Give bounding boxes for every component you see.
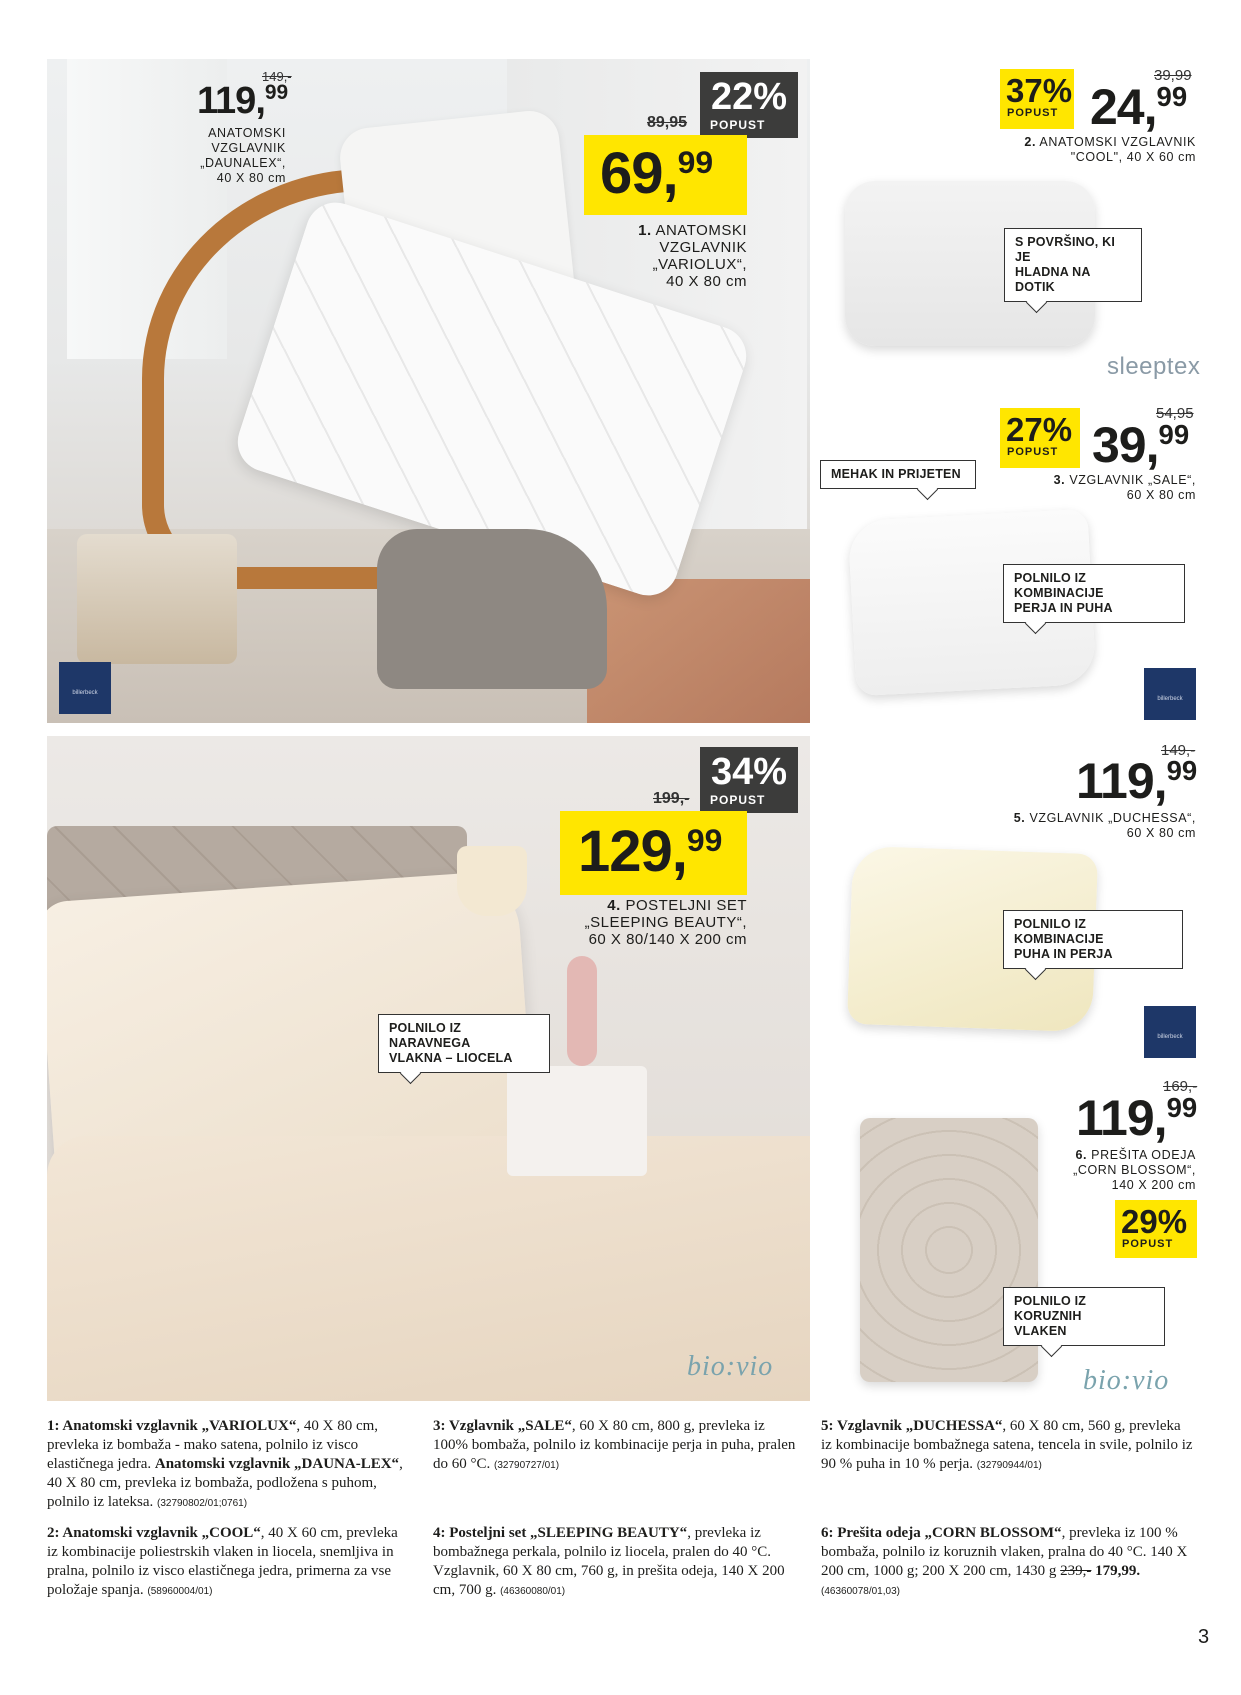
detail-variolux-daunalex bbox=[47, 1417, 412, 1513]
detail-title: Anatomski vzglavnik „DAUNA-LEX“ bbox=[154, 1456, 400, 1472]
cool-discount: 37% bbox=[1006, 72, 1073, 109]
sale-discount-badge bbox=[1000, 408, 1080, 468]
sleeping-beauty-price-box bbox=[560, 811, 747, 895]
sale-desc bbox=[1000, 473, 1196, 503]
detail-text: , prevleka iz bombažnega perkala, polnilo iz liocela, pralen do 40 °C. Vzglavnik, 60 X 80 cm, 760 g, in prešita odeja, 140 X 200 cm, 700 g. bbox=[433, 1525, 785, 1598]
cool-discount-badge bbox=[1000, 69, 1074, 129]
cool-price-dec: 99 bbox=[1156, 81, 1188, 113]
corn-blossom-price-int: 119 bbox=[1076, 1090, 1154, 1146]
daunalex-desc-line: ANATOMSKI bbox=[208, 126, 286, 140]
detail-code: (58960004/01) bbox=[147, 1586, 213, 1597]
bio-vio-logo-photo: bio:vio bbox=[687, 1351, 774, 1382]
duchessa-price-dec: 99 bbox=[1166, 755, 1198, 787]
daunalex-price-dec: 99 bbox=[264, 81, 289, 105]
variolux-discount-badge bbox=[700, 72, 798, 138]
sleeping-beauty-discount: 34% bbox=[710, 751, 788, 793]
sleeptex-logo: sleeptex bbox=[1107, 353, 1201, 380]
daunalex-desc-line: VZGLAVNIK bbox=[211, 141, 286, 155]
duchessa-desc bbox=[980, 811, 1196, 841]
sale-old-price: 54,95 bbox=[1156, 405, 1194, 422]
sleeping-beauty-price-dec: 99 bbox=[686, 821, 723, 858]
sleeping-beauty-price: 129,99 bbox=[578, 819, 723, 884]
duchessa-price: 119,99 bbox=[1076, 753, 1198, 809]
detail-code: (32790727/01) bbox=[494, 1460, 560, 1471]
cool-price-int: 24 bbox=[1090, 79, 1144, 135]
detail-title: 3: Vzglavnik „SALE“ bbox=[433, 1418, 572, 1434]
sale-discount: 27% bbox=[1006, 411, 1073, 448]
detail-old-price: 239,- bbox=[1060, 1563, 1092, 1579]
corn-blossom-desc-line: 140 X 200 cm bbox=[1111, 1178, 1196, 1192]
rug bbox=[587, 579, 810, 723]
bio-vio-logo: bio:vio bbox=[1083, 1365, 1170, 1396]
detail-sleeping-beauty bbox=[433, 1524, 803, 1601]
cool-desc-line: ANATOMSKI VZGLAVNIK bbox=[1039, 135, 1196, 149]
lamp bbox=[457, 846, 527, 916]
variolux-desc-line: VZGLAVNIK bbox=[659, 239, 747, 256]
detail-text: , 40 X 60 cm, prevleka iz kombinacije poliestrskih vlaken in liocela, snemljiva in pralna, polnilo iz visco elastičnega jedra, primerna za vse položaje spanja. bbox=[47, 1525, 398, 1598]
corn-blossom-desc-line: „CORN BLOSSOM“, bbox=[1073, 1163, 1196, 1177]
cool-num: 2. bbox=[1024, 135, 1037, 149]
duchessa-old-price: 149,- bbox=[1161, 742, 1196, 759]
flowers bbox=[567, 956, 597, 1066]
duchessa-desc-line: VZGLAVNIK „DUCHESSA“, bbox=[1029, 811, 1196, 825]
variolux-old-price: 89,95 bbox=[647, 114, 688, 131]
detail-text: , 60 X 80 cm, 800 g, prevleka iz 100% bombaža, polnilo iz kombinacije perja in puha, pralen do 60 °C. bbox=[433, 1418, 796, 1472]
corn-blossom-num: 6. bbox=[1075, 1148, 1088, 1162]
nightstand bbox=[507, 1066, 647, 1176]
detail-new-price: 179,99. bbox=[1091, 1563, 1141, 1579]
detail-text: , 40 X 80 cm, prevleka iz bombaža, podložena s puhom, polnilo iz lateksa. bbox=[47, 1456, 403, 1510]
variolux-desc-line: ANATOMSKI bbox=[655, 222, 747, 239]
callout-line: VLAKNA – LIOCELA bbox=[389, 1051, 513, 1065]
sale-callout bbox=[1003, 564, 1185, 623]
callout-line: POLNILO IZ KOMBINACIJE bbox=[1014, 571, 1104, 600]
detail-title: 6: Prešita odeja „CORN BLOSSOM“ bbox=[821, 1525, 1062, 1541]
sleeping-beauty-price-int: 129 bbox=[578, 819, 672, 884]
detail-code: (46360078/01,03) bbox=[821, 1586, 900, 1597]
sleeping-beauty-desc-line: „SLEEPING BEAUTY“, bbox=[584, 914, 747, 931]
callout-line: POLNILO IZ NARAVNEGA bbox=[389, 1021, 471, 1050]
corn-blossom-callout bbox=[1003, 1287, 1165, 1346]
sleeping-beauty-desc-line: POSTELJNI SET bbox=[625, 897, 747, 914]
daunalex-price-int: 119 bbox=[197, 80, 256, 122]
detail-title: 1: Anatomski vzglavnik „VARIOLUX“ bbox=[47, 1418, 297, 1434]
callout-line: PERJA IN PUHA bbox=[1014, 601, 1113, 615]
detail-title: 4: Posteljni set „SLEEPING BEAUTY“ bbox=[433, 1525, 688, 1541]
blanket bbox=[377, 529, 607, 689]
corn-blossom-price-dec: 99 bbox=[1166, 1092, 1198, 1124]
sale-callout-left bbox=[820, 460, 976, 489]
daunalex-desc-line: 40 X 80 cm bbox=[216, 171, 286, 185]
detail-code: (46360080/01) bbox=[500, 1586, 566, 1597]
sleeping-beauty-callout bbox=[378, 1014, 550, 1073]
sleeping-beauty-desc-line: 60 X 80/140 X 200 cm bbox=[588, 931, 747, 948]
detail-corn-blossom bbox=[821, 1524, 1193, 1601]
corn-blossom-desc-line: PREŠITA ODEJA bbox=[1091, 1148, 1196, 1162]
sleeping-beauty-desc bbox=[550, 897, 747, 948]
variolux-desc bbox=[580, 222, 747, 290]
sale-price-dec: 99 bbox=[1158, 419, 1190, 451]
callout-line: POLNILO IZ KOMBINACIJE bbox=[1014, 917, 1104, 946]
detail-text: , 40 X 80 cm, prevleka iz bombaža - mako satena, polnilo iz visco elastičnega jedra. bbox=[47, 1418, 379, 1472]
callout-line: POLNILO IZ KORUZNIH bbox=[1014, 1294, 1087, 1323]
detail-title: 5: Vzglavnik „DUCHESSA“ bbox=[821, 1418, 1003, 1434]
callout-line: MEHAK IN PRIJETEN bbox=[831, 467, 961, 481]
cool-old-price: 39,99 bbox=[1154, 67, 1192, 84]
billerbeck-logo-text: billerbeck bbox=[72, 690, 98, 696]
sale-desc-line: VZGLAVNIK „SALE“, bbox=[1069, 473, 1196, 487]
corn-blossom-discount-label: POPUST bbox=[1122, 1238, 1174, 1250]
variolux-price-dec: 99 bbox=[677, 143, 714, 180]
detail-duchessa bbox=[821, 1417, 1193, 1475]
daunalex-desc-line: „DAUNALEX“, bbox=[200, 156, 286, 170]
duchessa-num: 5. bbox=[1013, 811, 1026, 825]
variolux-discount: 22% bbox=[710, 76, 788, 118]
detail-code: (32790944/01) bbox=[976, 1460, 1042, 1471]
duchessa-callout bbox=[1003, 910, 1183, 969]
sale-discount-label: POPUST bbox=[1007, 446, 1059, 458]
sleeping-beauty-discount-badge bbox=[700, 747, 798, 813]
detail-text: , 60 X 80 cm, 560 g, prevleka iz kombinacije bombažnega satena, tencela in svile, polnilo iz 90 % puha in 10 % perja. bbox=[821, 1418, 1193, 1472]
variolux-price-box bbox=[584, 135, 747, 215]
sleeping-beauty-old-price: 199,- bbox=[653, 790, 690, 807]
cool-callout bbox=[1004, 228, 1142, 302]
corn-blossom-price: 119,99 bbox=[1076, 1090, 1198, 1146]
variolux-price-int: 69 bbox=[600, 141, 663, 206]
page-number: 3 bbox=[1198, 1626, 1210, 1648]
duchessa-desc-line: 60 X 80 cm bbox=[1126, 826, 1196, 840]
billerbeck-logo-text: billerbeck bbox=[1157, 696, 1183, 702]
daunalex-old-price: 149,- bbox=[262, 69, 292, 84]
detail-text: , prevleka iz 100 % bombaža, polnilo iz koruznih vlaken, pralna do 40 °C. 140 X 200 cm, 1000 g; 200 X 200 cm, 1430 g bbox=[821, 1525, 1188, 1579]
variolux-price: 69,99 bbox=[600, 141, 714, 206]
billerbeck-logo-text: billerbeck bbox=[1157, 1034, 1183, 1040]
billerbeck-logo bbox=[59, 662, 111, 714]
cool-desc-line: "COOL", 40 X 60 cm bbox=[1070, 150, 1196, 164]
billerbeck-logo bbox=[1144, 668, 1196, 720]
variolux-desc-line: 40 X 80 cm bbox=[666, 273, 747, 290]
callout-line: S POVRŠINO, KI JE bbox=[1015, 235, 1116, 264]
sleeping-beauty-discount-label: POPUST bbox=[710, 793, 766, 807]
sale-num: 3. bbox=[1053, 473, 1066, 487]
corn-blossom-desc bbox=[1040, 1148, 1196, 1193]
daunalex-desc bbox=[170, 126, 286, 186]
duchessa-price-int: 119 bbox=[1076, 753, 1154, 809]
daunalex-price: 119,99 bbox=[197, 80, 289, 122]
detail-title: 2: Anatomski vzglavnik „COOL“ bbox=[47, 1525, 261, 1541]
cool-desc bbox=[960, 135, 1196, 165]
sale-desc-line: 60 X 80 cm bbox=[1126, 488, 1196, 502]
detail-sale bbox=[433, 1417, 803, 1475]
billerbeck-logo bbox=[1144, 1006, 1196, 1058]
variolux-discount-label: POPUST bbox=[710, 118, 766, 132]
sleeping-beauty-num: 4. bbox=[607, 897, 621, 914]
cool-discount-label: POPUST bbox=[1007, 107, 1059, 119]
basket bbox=[77, 534, 237, 664]
sale-price: 39,99 bbox=[1092, 417, 1190, 473]
detail-code: (32790802/01;0761) bbox=[156, 1498, 248, 1509]
corn-blossom-discount-badge bbox=[1115, 1200, 1197, 1258]
detail-cool bbox=[47, 1524, 412, 1601]
sale-price-int: 39 bbox=[1092, 417, 1146, 473]
callout-line: VLAKEN bbox=[1014, 1324, 1067, 1338]
cool-price: 24,99 bbox=[1090, 79, 1188, 135]
callout-line: PUHA IN PERJA bbox=[1014, 947, 1113, 961]
corn-blossom-discount: 29% bbox=[1121, 1203, 1188, 1240]
variolux-num: 1. bbox=[638, 222, 652, 239]
callout-line: HLADNA NA DOTIK bbox=[1015, 265, 1091, 294]
variolux-desc-line: „VARIOLUX“, bbox=[652, 256, 747, 273]
corn-blossom-old-price: 169,- bbox=[1163, 1078, 1198, 1095]
